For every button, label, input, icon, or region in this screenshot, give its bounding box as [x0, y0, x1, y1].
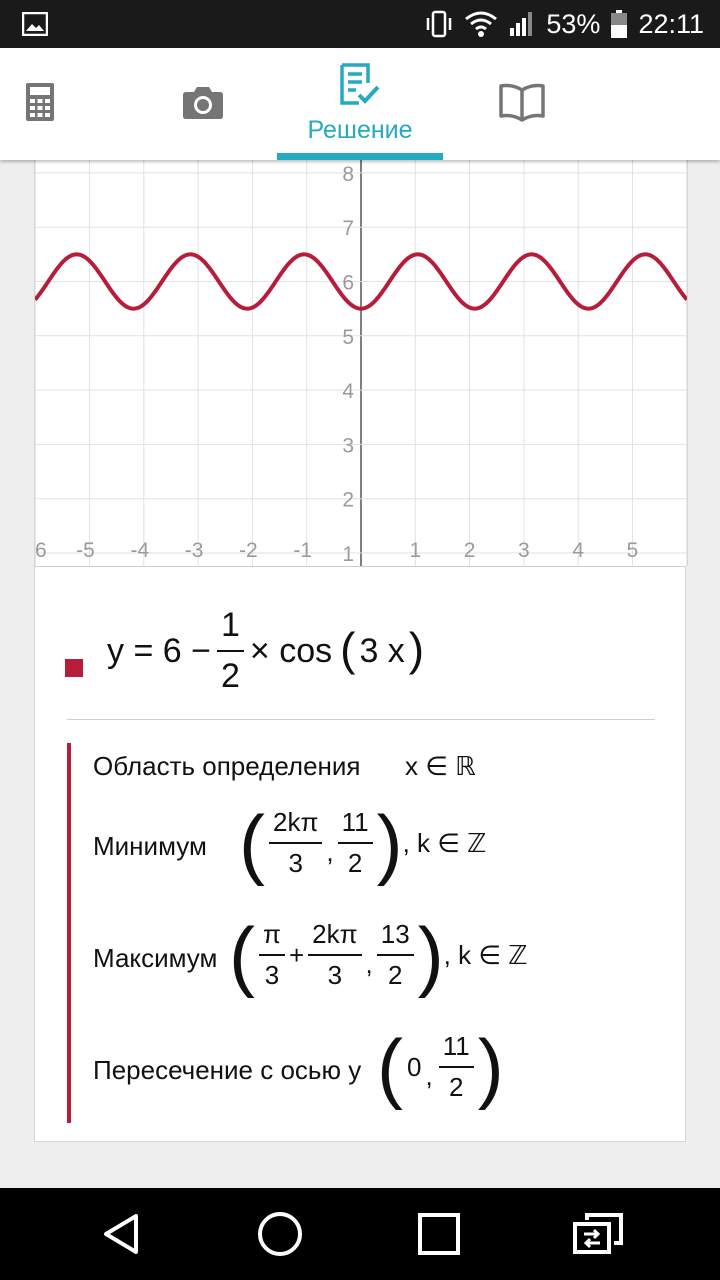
tab-calculator[interactable]	[0, 48, 80, 160]
function-info-card	[34, 566, 686, 1142]
wifi-icon	[464, 10, 498, 38]
x-tick-label: 3	[518, 539, 530, 562]
y-intercept-value: ( 0 , $\frac{11}{2}$ )	[377, 1023, 504, 1111]
x-tick-label: -1	[293, 539, 313, 562]
y-tick-label: 1	[342, 543, 354, 566]
book-icon	[499, 82, 545, 127]
y-tick-label: 8	[342, 162, 354, 186]
x-tick-label: -3	[184, 539, 204, 562]
minimum-suffix: , k ∈ ℤ	[402, 827, 487, 858]
image-icon	[22, 12, 48, 41]
maximum-label: Максимум	[93, 943, 218, 973]
divider	[67, 719, 655, 720]
function-formula: y = 6 − $\frac{1}{2}$ × cos ( 3 x )	[65, 591, 665, 711]
x-tick-label: -5	[76, 539, 95, 562]
x-tick-label: 5	[626, 539, 639, 562]
x-tick-label: 4	[572, 539, 585, 562]
battery-percent: 53%	[546, 8, 601, 39]
signal-icon	[508, 10, 536, 38]
y-tick-label: 5	[342, 325, 354, 349]
back-button[interactable]	[94, 1206, 150, 1262]
maximum-suffix: , k ∈ ℤ	[443, 939, 528, 970]
x-tick-label: 1	[409, 539, 422, 562]
active-tab-indicator	[277, 153, 443, 160]
minimum-value: ( $\frac{2k\pi}{3}$ , $\frac{11}{2}$ ) , k ∈ ℤ	[239, 799, 487, 887]
y-tick-label: 4	[342, 380, 354, 404]
home-circle-icon	[256, 1210, 304, 1258]
x-tick-label: 6	[35, 539, 47, 562]
calculator-icon	[25, 82, 55, 127]
battery-icon	[610, 9, 628, 39]
y-tick-label: 2	[342, 488, 354, 512]
status-bar	[0, 0, 720, 48]
x-tick-label: -2	[239, 539, 258, 562]
recents-button[interactable]	[411, 1206, 467, 1262]
formula-frac-num: 1	[220, 606, 240, 645]
properties-list	[67, 743, 671, 1123]
back-triangle-icon	[100, 1212, 144, 1256]
tab-solution[interactable]	[277, 48, 443, 160]
formula-lhs: y = 6 −	[107, 631, 211, 670]
vibrate-icon	[424, 9, 454, 39]
maximum-value: ( $\frac{\pi}{3}$ + $\frac{2k\pi}{3}$ , $\frac{13}{2}$ ) , k ∈ ℤ	[229, 911, 528, 999]
clock: 22:11	[638, 8, 704, 39]
recents-square-icon	[417, 1212, 461, 1256]
domain-value: x ∈ ℝ	[405, 751, 476, 781]
formula-rhs: × cos	[249, 631, 333, 670]
navigation-bar	[0, 1188, 720, 1280]
x-tick-label: 2	[463, 539, 476, 562]
function-graph[interactable]	[34, 160, 688, 566]
tab-camera[interactable]	[150, 48, 255, 160]
domain-label: Область определения	[93, 751, 361, 781]
tab-solution-label: Решение	[307, 116, 413, 144]
formula-arg: 3 x	[359, 631, 405, 670]
y-intercept-label: Пересечение с осью y	[93, 1055, 362, 1085]
minimum-label: Минимум	[93, 831, 207, 861]
x-tick-label: -4	[130, 539, 150, 562]
y-tick-label: 3	[342, 434, 354, 458]
solution-icon	[339, 63, 381, 112]
formula-frac-den: 2	[220, 657, 240, 695]
switch-window-icon	[572, 1212, 624, 1256]
tab-book[interactable]	[490, 48, 554, 160]
camera-icon	[182, 84, 224, 125]
y-tick-label: 7	[342, 217, 354, 241]
home-button[interactable]	[252, 1206, 308, 1262]
y-tick-label: 6	[342, 271, 354, 295]
top-tab-bar	[0, 48, 720, 160]
switch-window-button[interactable]	[570, 1206, 626, 1262]
legend-color-square	[65, 659, 83, 677]
graph-canvas	[35, 160, 687, 566]
